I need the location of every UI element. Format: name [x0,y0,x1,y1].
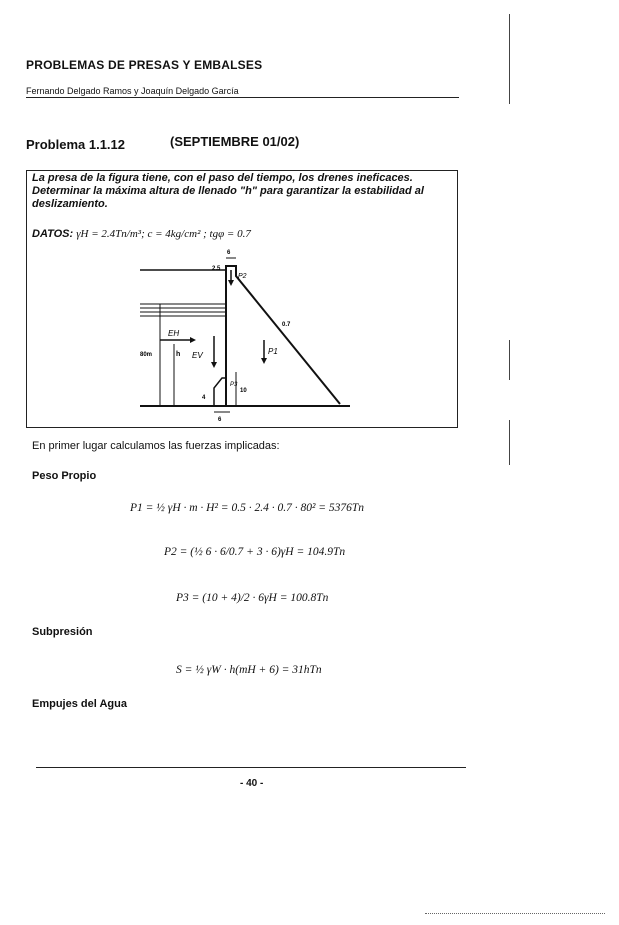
problem-statement: La presa de la figura tiene, con el paso del tiempo, los drenes ineficaces. Determinar la máxima altura de llenado "h" para garantizar la estabilidad al deslizamiento. [32,172,424,210]
dam-profile [226,266,340,406]
problem-date: (SEPTIEMBRE 01/02) [170,134,300,149]
base-offset-label: 6 [218,417,222,422]
p3-label: P3 [230,382,238,388]
formula-s: S = ½ γW · h(mH + 6) = 31hTn [176,664,322,676]
p2-arrowhead [228,280,234,286]
height-label: 80m [140,352,153,358]
eh-label: EH [168,329,180,338]
header-rule [26,97,459,98]
eh-arrowhead [190,337,196,343]
datos-line [32,228,251,240]
dam-figure [130,244,360,422]
datos-label: DATOS: [32,228,74,240]
datos-values: γH = 2.4Tn/m³; c = 4kg/cm² ; tgφ = 0.7 [76,228,251,240]
section-peso-propio: Peso Propio [32,470,97,482]
authors: Fernando Delgado Ramos y Joaquín Delgado García [26,86,239,96]
scan-margin-line [509,340,510,380]
intro-text: En primer lugar calculamos las fuerzas implicadas: [32,440,280,452]
crest-offset-label: 2.5 [212,266,221,272]
footer-rule [36,767,466,768]
ev-label: EV [192,351,203,360]
p1-label: P1 [268,347,278,356]
scan-margin-line [509,14,510,104]
p1-arrowhead [261,358,267,364]
problem-title: Problema 1.1.12 [26,137,125,152]
scan-margin-line [509,420,510,465]
formula-p1: P1 = ½ γH · m · H² = 0.5 · 2.4 · 0.7 · 80² = 5376Tn [130,502,365,514]
section-empujes: Empujes del Agua [32,698,127,710]
gallery-height-label: 10 [240,388,247,394]
top-width-label: 6 [227,250,231,256]
h-label: h [176,351,181,358]
formula-p2: P2 = (½ 6 · 6/0.7 + 3 · 6)γH = 104.9Tn [164,546,346,558]
p2-label: P2 [238,273,247,280]
gallery-width-label: 4 [202,395,206,401]
section-subpresion: Subpresión [32,626,93,638]
ev-arrowhead [211,362,217,368]
gallery-outline [214,378,226,406]
slope-label: 0.7 [282,322,291,328]
page-number: - 40 - [240,778,264,789]
scan-edge-line [425,913,605,914]
formula-p3: P3 = (10 + 4)/2 · 6γH = 100.8Tn [176,592,329,604]
book-title: PROBLEMAS DE PRESAS Y EMBALSES [26,58,263,72]
